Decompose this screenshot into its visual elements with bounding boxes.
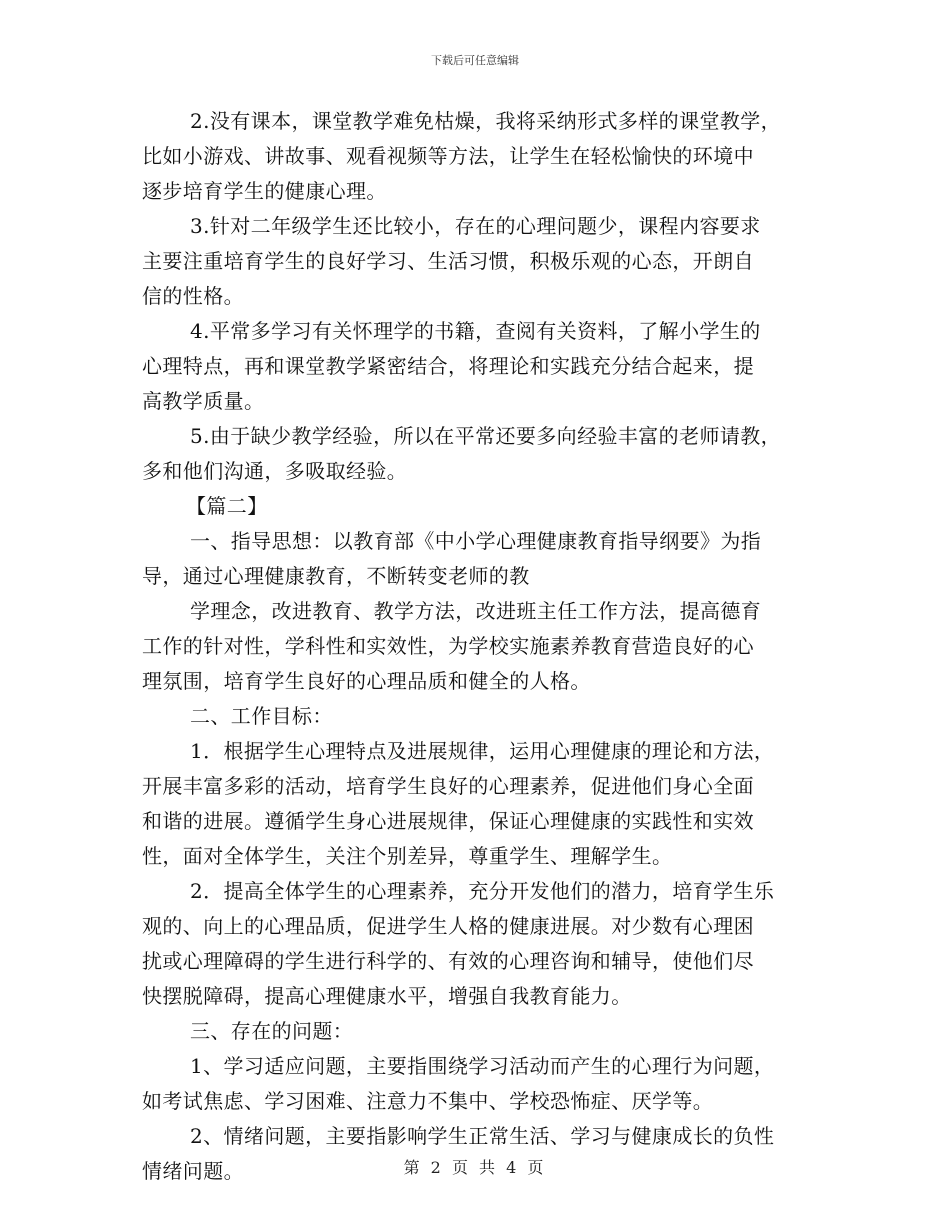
text-line: 性，面对全体学生，关注个别差异，尊重学生、理解学生。 xyxy=(142,844,673,868)
text-line: 4.平常多学习有关怀理学的书籍，查阅有关资料，了解小学生的 xyxy=(190,319,761,343)
text-line: 理氛围，培育学生良好的心理品质和健全的人格。 xyxy=(142,669,591,693)
text-line: 2.没有课本，课堂教学难免枯燥，我将采纳形式多样的课堂教学， xyxy=(190,109,782,133)
text-line: 1、学习适应问题，主要指围绕学习活动而产生的心理行为问题， xyxy=(190,1054,775,1078)
text-line: 2．提高全体学生的心理素养，充分开发他们的潜力，培育学生乐 xyxy=(190,879,775,903)
text-line: 三、存在的问题： xyxy=(190,1019,354,1043)
text-line: 开展丰富多彩的活动，培育学生良好的心理素养，促进他们身心全面 xyxy=(142,774,754,798)
text-line: 比如小游戏、讲故事、观看视频等方法，让学生在轻松愉快的环境中 xyxy=(142,144,754,168)
text-line: 和谐的进展。遵循学生身心进展规律，保证心理健康的实践性和实效 xyxy=(142,809,754,833)
text-line: 多和他们沟通，多吸取经验。 xyxy=(142,459,408,483)
text-line: 导，通过心理健康教育，不断转变老师的教 xyxy=(142,564,530,588)
text-line: 工作的针对性，学科性和实效性，为学校实施素养教育营造良好的心 xyxy=(142,634,754,658)
text-line: 扰或心理障碍的学生进行科学的、有效的心理咨询和辅导，使他们尽 xyxy=(142,949,754,973)
text-line: 【篇二】 xyxy=(186,494,268,518)
page-footer: 第 2 页 共 4 页 xyxy=(403,1158,547,1177)
text-line: 2、情绪问题，主要指影响学生正常生活、学习与健康成长的负性 xyxy=(190,1124,775,1148)
text-line: 信的性格。 xyxy=(142,284,244,308)
document-body xyxy=(142,104,810,1189)
page-header: 下载后可任意编辑 xyxy=(431,54,519,67)
text-line: 学理念，改进教育、教学方法，改进班主任工作方法，提高德育 xyxy=(190,599,762,623)
text-line: 二、工作目标： xyxy=(190,704,333,728)
text-line: 1．根据学生心理特点及进展规律，运用心理健康的理论和方法， xyxy=(190,739,775,763)
text-line: 5.由于缺少教学经验，所以在平常还要多向经验丰富的老师请教， xyxy=(190,424,782,448)
text-line: 快摆脱障碍，提高心理健康水平，增强自我教育能力。 xyxy=(142,984,632,1008)
text-line: 情绪问题。 xyxy=(142,1159,244,1183)
text-line: 观的、向上的心理品质，促进学生人格的健康进展。对少数有心理困 xyxy=(142,914,754,938)
text-line: 如考试焦虑、学习困难、注意力不集中、学校恐怖症、厌学等。 xyxy=(142,1089,714,1113)
text-line: 高教学质量。 xyxy=(142,389,265,413)
text-line: 一、指导思想：以教育部《中小学心理健康教育指导纲要》为指 xyxy=(190,529,762,553)
text-line: 主要注重培育学生的良好学习、生活习惯，积极乐观的心态，开朗自 xyxy=(142,249,754,273)
text-line: 逐步培育学生的健康心理。 xyxy=(142,179,387,203)
text-line: 3.针对二年级学生还比较小，存在的心理问题少，课程内容要求 xyxy=(190,214,761,238)
text-line: 心理特点，再和课堂教学紧密结合，将理论和实践充分结合起来，提 xyxy=(142,354,754,378)
